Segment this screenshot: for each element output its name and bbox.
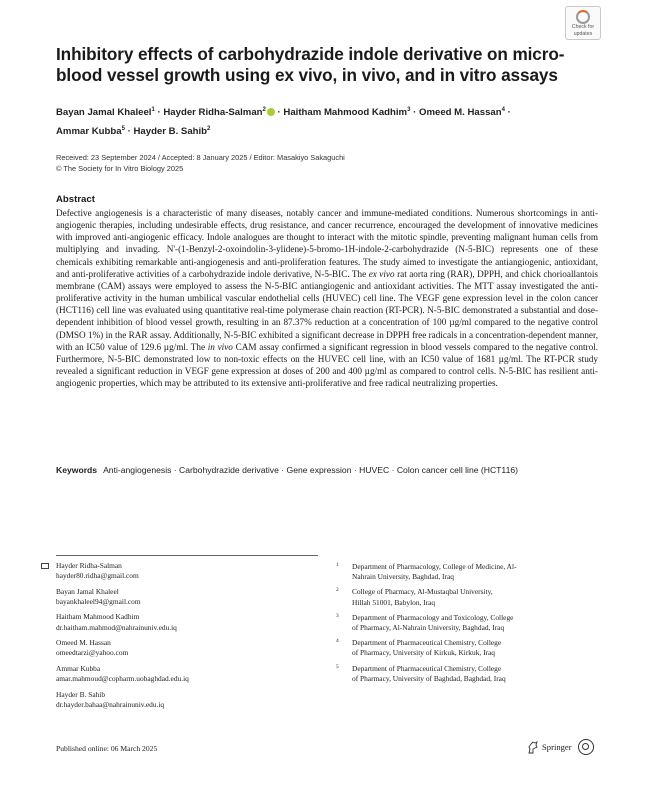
author-separator: · — [127, 126, 131, 137]
keywords — [56, 465, 598, 475]
affiliation-number: 4 — [336, 638, 339, 645]
keywords-label: Keywords — [56, 465, 98, 475]
affiliation-line: Department of Pharmacology and Toxicology, College — [352, 612, 514, 622]
affiliation-line: College of Pharmacy, Al-Mustaqbal University, — [352, 587, 493, 597]
contact-entry — [56, 612, 326, 632]
author-affil-number: 5 — [121, 126, 125, 132]
contact-name: Bayan Jamal Khaleel — [56, 586, 119, 596]
contact-email[interactable]: hayder80.ridha@gmail.com — [56, 571, 139, 581]
author-name: Hayder B. Sahib — [133, 126, 208, 137]
contact-entry — [56, 638, 326, 658]
author-list — [56, 102, 596, 140]
author-name: Omeed M. Hassan — [418, 107, 502, 118]
affiliation-line: of Pharmacy, University of Kirkuk, Kirkuk, Iraq — [352, 648, 495, 658]
affiliation-number: 1 — [336, 562, 339, 568]
contact-name: Omeed M. Hassan — [56, 638, 111, 648]
affiliation-line: Department of Pharmaceutical Chemistry, College — [352, 663, 502, 673]
keywords-text: Anti-angiogenesis · Carbohydrazide derivative · Gene expression · HUVEC · Colon cancer cell line (HCT116) — [103, 465, 518, 475]
article-title: Inhibitory effects of carbohydrazide indole derivative on micro-blood vessel growth using ex vivo, in vivo, and in vitro assays — [56, 44, 565, 85]
abstract-italic: ex vivo — [368, 268, 395, 279]
contact-entry — [56, 690, 326, 710]
author-separator: · — [507, 107, 511, 118]
contact-name: Haitham Mahmood Kadhim — [56, 612, 140, 622]
author-separator: · — [413, 107, 417, 118]
contact-email[interactable]: bayankhaleel94@gmail.com — [56, 596, 141, 606]
author-name: Haitham Mahmood Kadhim — [283, 107, 408, 118]
affiliation-entry — [336, 638, 606, 658]
abstract-part: rat aorta ring (RAR), DPPH, and chick chorioallantois membrane (CAM) assays were employed to assess the N-5-BIC antiangiogenic and antioxidant activities. The MTT assay investigated the anti-proliferative activity in the human umbilical vascular endothelial cells (HUVEC) cell line. The VEGF gene expression level in the colon cancer (HCT116) cell line was evaluated using quantitative real-time polymerase chain reaction (RT-PCR). N-5-BIC demonstrated a substantial and dose-dependent inhibition of blood vessel growth, resulting in an 87.37% reduction at a concentration of 100 µg/ml compared to the negative control (DMSO 1%) in the RAR assay. Additionally, N-5-BIC exhibited a significant decrease in DPPH free radicals in a concentration-dependent manner, with an IC50 value of 129.6 µg/ml. The — [56, 268, 598, 352]
contact-email[interactable]: dr.haitham.mahmod@nahrainuniv.edu.iq — [56, 622, 177, 632]
abstract-part: CAM assay confirmed a significant regression in blood vessels compared to the negative control. Furthermore, N-5-BIC demonstrated low to non-toxic effects on the HUVEC cell line, with an IC50 value of 1681 µg/ml. The RT-PCR study revealed a significant reduction in VEGF gene expression at doses of 200 and 400 µg/ml as compared to control cells. N-5-BIC has resilient anti-angiogenic properties, which may be attributed to its extensive anti-proliferative and free radical neutralizing properties. — [56, 341, 599, 389]
contact-email[interactable]: omeedtarzi@yahoo.com — [56, 648, 129, 658]
published-online: Published online: 06 March 2025 — [56, 744, 158, 753]
badge-line2: updates — [573, 30, 593, 37]
author-name: Bayan Jamal Khaleel — [56, 107, 152, 118]
affiliation-number: 3 — [336, 612, 339, 619]
affiliation-entry — [336, 613, 606, 633]
author-affil-number: 3 — [407, 107, 411, 113]
author-name: Hayder Ridha-Salman — [163, 107, 263, 118]
contact-email[interactable]: dr.hayder.bahaa@nahrainuniv.edu.iq — [56, 699, 165, 709]
publisher-logo — [527, 738, 594, 756]
contact-email[interactable]: amar.mahmoud@copharm.uobaghdad.edu.iq — [56, 674, 189, 684]
check-for-updates-badge[interactable] — [565, 6, 601, 40]
affiliation-line: of Pharmacy, Al-Nahrain University, Baghdad, Iraq — [352, 623, 505, 633]
footnote-divider — [56, 555, 318, 556]
author-affil-number: 2 — [207, 126, 211, 132]
affiliation-line: Nahrain University, Baghdad, Iraq — [352, 572, 454, 582]
affiliation-list — [336, 562, 606, 689]
affiliation-line: Hillah 51001, Babylon, Iraq — [352, 597, 436, 607]
update-check-icon — [576, 10, 590, 24]
affiliation-entry — [336, 664, 606, 684]
contact-name: Ammar Kubba — [56, 663, 101, 673]
abstract-italic: in vivo — [207, 341, 233, 352]
author-separator: · — [277, 107, 281, 118]
contact-name: Hayder B. Sahib — [56, 689, 106, 699]
abstract-part: Defective angiogenesis is a characteristic of many diseases, notably cancer and immune-mediated conditions. Numerous shortcomings in anti-angiogenic therapies, including undesirable effects, drug resistance, and cancer recurrence, encouraged the development of innovative medicines with improved anti-angiogenic efficacy. Indole analogues are thought to interact with the mitotic spindle, preventing malignant human cells from multiplying and invading. N'-(1-Benzyl-2-oxoindolin-3-ylidene)-5-bromo-1H-indole-2-carbohydrazide (N-5-BIC) represents one of these chemicals exhibiting remarkable anti-angiogenesis and anti-proliferation features. The study aimed to investigate the antiangiogenic, antioxidant, and anti-proliferative activities of a carbohydrazide indole derivative, N-5-BIC. The — [56, 208, 598, 279]
affiliation-entry — [336, 587, 606, 607]
affiliation-line: Department of Pharmaceutical Chemistry, College — [352, 638, 502, 648]
affiliation-entry — [336, 562, 606, 582]
contact-name: Hayder Ridha-Salman — [56, 561, 122, 570]
orcid-icon[interactable] — [267, 108, 275, 116]
abstract-text — [56, 207, 598, 389]
affiliation-line: Department of Pharmacology, College of Medicine, Al- — [352, 562, 517, 571]
received-accepted-line: Received: 23 September 2024 / Accepted: 8 January 2025 / Editor: Masakiyo Sakaguchi — [56, 153, 345, 162]
affiliation-number: 2 — [336, 587, 339, 594]
abstract-heading: Abstract — [56, 194, 95, 205]
society-seal-icon — [578, 739, 594, 755]
author-contacts — [56, 561, 326, 715]
author-separator: · — [157, 107, 161, 118]
contact-entry — [56, 587, 326, 607]
envelope-icon — [41, 563, 49, 569]
article-dates — [56, 153, 596, 174]
springer-horse-icon — [527, 741, 539, 754]
author-affil-number: 4 — [501, 107, 505, 113]
affiliation-line: of Pharmacy, University of Baghdad, Baghdad, Iraq — [352, 673, 506, 683]
author-name: Ammar Kubba — [56, 126, 122, 137]
contact-entry — [56, 664, 326, 684]
copyright-line: © The Society for In Vitro Biology 2025 — [56, 163, 184, 173]
author-affil-number: 1 — [151, 107, 155, 113]
badge-line1: Check for — [571, 24, 595, 30]
contact-entry — [41, 561, 326, 581]
affiliation-number: 5 — [336, 663, 339, 670]
author-affil-number: 2 — [262, 107, 266, 113]
publisher-name: Springer — [542, 742, 572, 752]
